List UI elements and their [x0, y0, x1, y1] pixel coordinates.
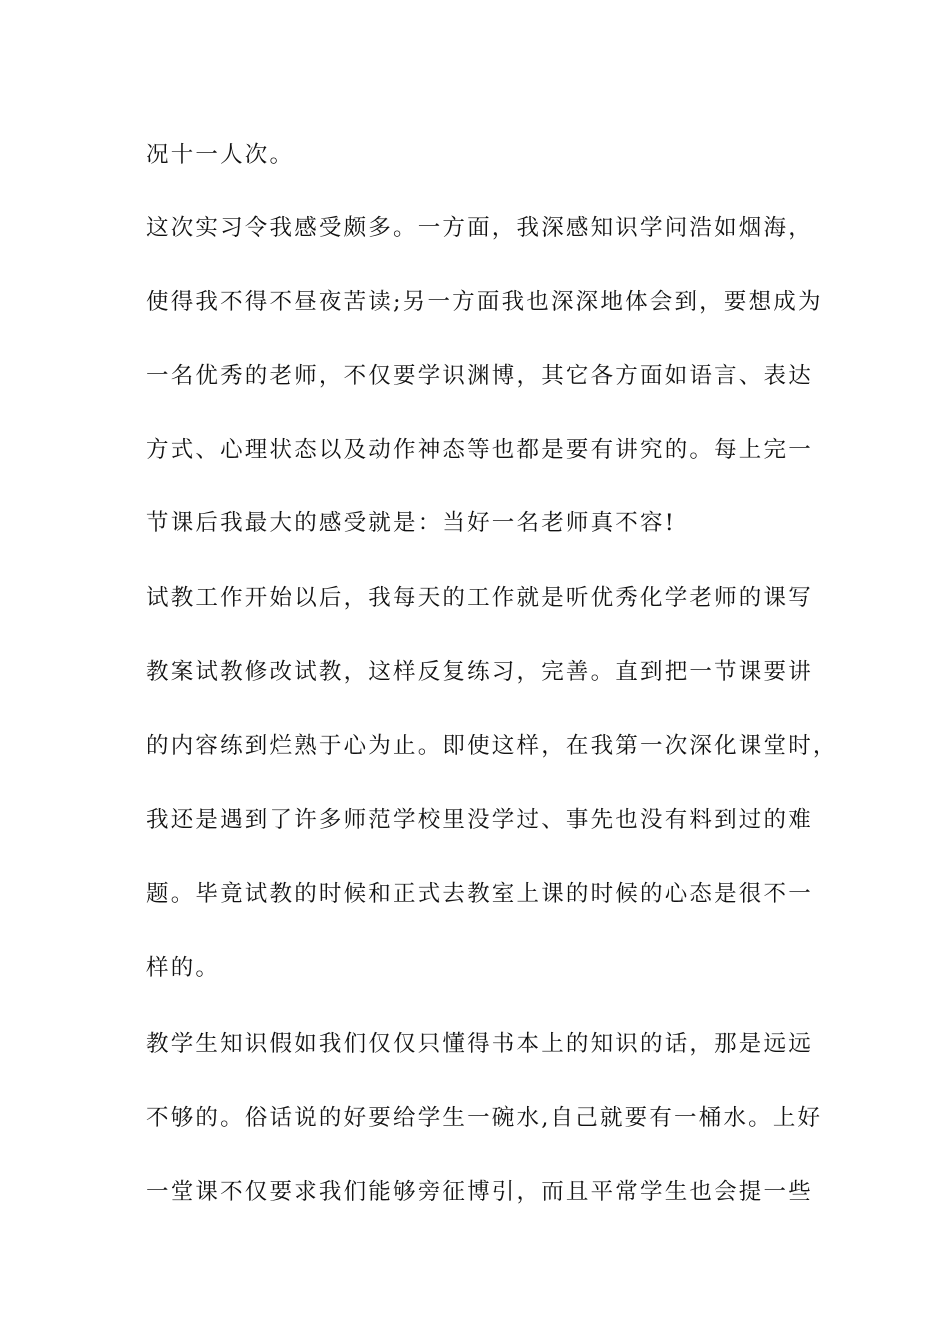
- text-line: 的内容练到烂熟于心为止。即使这样，在我第一次深化课堂时，: [146, 733, 838, 759]
- text-line: 这次实习令我感受颇多。一方面，我深感知识学问浩如烟海，: [146, 215, 813, 241]
- text-line: 试教工作开始以后，我每天的工作就是听优秀化学老师的课写: [146, 585, 813, 611]
- text-line: 不够的。俗话说的好要给学生一碗水,自己就要有一桶水。上好: [146, 1105, 823, 1131]
- text-line: 一堂课不仅要求我们能够旁征博引，而且平常学生也会提一些: [146, 1179, 813, 1205]
- text-line: 教学生知识假如我们仅仅只懂得书本上的知识的话，那是远远: [146, 1031, 813, 1057]
- text-line: 题。毕竟试教的时候和正式去教室上课的时候的心态是很不一: [146, 881, 813, 907]
- text-line: 况十一人次。: [146, 142, 295, 168]
- text-line: 一名优秀的老师，不仅要学识渊博，其它各方面如语言、表达: [146, 363, 813, 389]
- text-line: 样的。: [146, 955, 221, 981]
- text-line: 我还是遇到了许多师范学校里没学过、事先也没有料到过的难: [146, 807, 813, 833]
- text-line: 方式、心理状态以及动作神态等也都是要有讲究的。每上完一: [146, 437, 813, 463]
- text-line: 教案试教修改试教，这样反复练习，完善。直到把一节课要讲: [146, 659, 813, 685]
- text-line: 节课后我最大的感受就是：当好一名老师真不容!: [146, 510, 676, 536]
- text-line: 使得我不得不昼夜苦读;另一方面我也深深地体会到，要想成为: [146, 289, 823, 315]
